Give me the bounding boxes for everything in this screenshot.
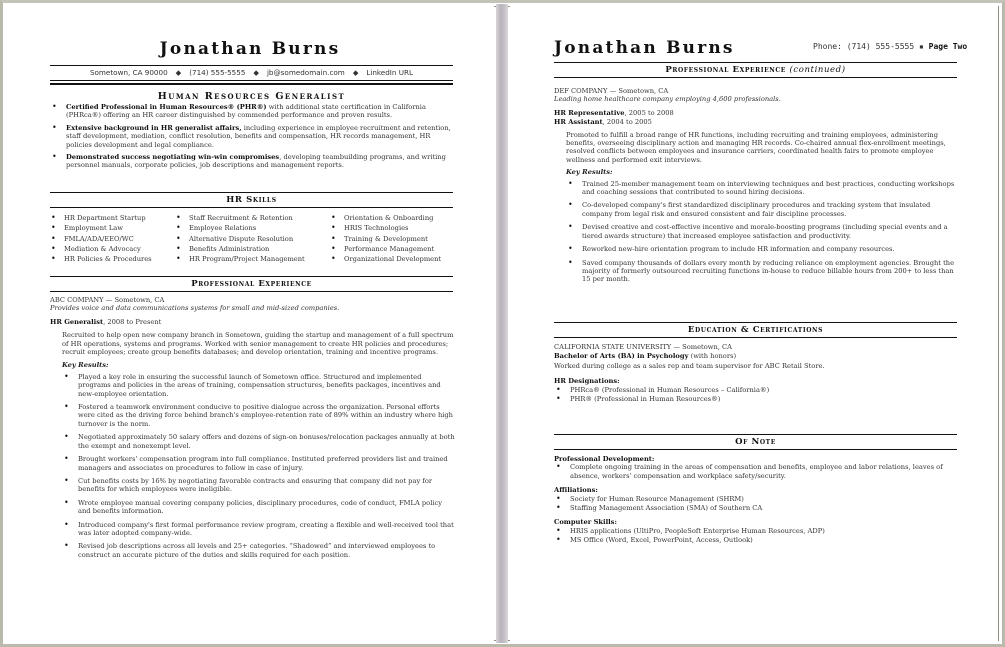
separator-diamond-icon: ◆ bbox=[175, 68, 182, 77]
key-result-item: • Wrote employee manual covering company policies, disciplinary procedures, code of conduct, FMLA policy and benefits information. bbox=[62, 499, 455, 516]
job-dates: , 2008 to Present bbox=[103, 317, 162, 326]
key-result-item: • Reworked new-hire orientation program to include HR information and company resources. bbox=[566, 245, 959, 253]
job-title-line bbox=[50, 318, 455, 326]
header-rule-mid bbox=[50, 80, 453, 81]
affiliation-item: • Staffing Management Association (SMA) of Southern CA bbox=[554, 504, 959, 512]
contact-linkedin[interactable]: LinkedIn URL bbox=[366, 68, 414, 77]
experience-title: Professional Experience bbox=[191, 279, 312, 289]
skill-item: • Orientation & Onboarding bbox=[330, 213, 453, 223]
company-description: Provides voice and data communications systems for small and mid-sized companies. bbox=[50, 304, 340, 313]
key-result-item: • Fostered a teamwork environment conducive to positive dialogue across the organization. Personal efforts were cited as the driving force behind branch's employee-retention rate of 89% within an industry where high turnover is the norm. bbox=[62, 403, 455, 428]
computer-skills-list bbox=[554, 527, 959, 545]
skill-item: • Employee Relations bbox=[175, 223, 330, 233]
experience-rule-bottom bbox=[554, 77, 957, 78]
job-summary: Recruited to help open new company branch in Sometown, guiding the startup and management of a full spectrum of HR operations, systems and programs. Worked with senior management to create HR policies and procedures; recruit employees; create group benefits databases; and develop orientation, training and incentive programs. bbox=[62, 331, 454, 357]
affiliations-label: Affiliations: bbox=[554, 486, 598, 495]
of-note-rule-top bbox=[554, 434, 957, 435]
key-result-item: • Cut benefits costs by 16% by negotiating favorable contracts and ensuring that company did not pay for benefits for which employees were ineligible. bbox=[62, 477, 455, 494]
header-rule-thick bbox=[50, 83, 453, 85]
designations-list bbox=[554, 386, 959, 404]
company-block bbox=[554, 87, 959, 289]
skills-rule-top bbox=[50, 192, 453, 193]
key-result-item: • Saved company thousands of dollars every month by reducing reliance on employment agencies. Brought the majority of formerly outsourced recruiting functions in-house to reduce billable hours from 200+ to less than 15 per month. bbox=[566, 259, 959, 284]
skill-item: • Mediation & Advocacy bbox=[50, 244, 175, 254]
designation-item: • PHRca® (Professional in Human Resources – California®) bbox=[554, 386, 959, 394]
separator-diamond-icon: ◆ bbox=[253, 68, 259, 77]
skill-item: • FMLA/ADA/EEO/WC bbox=[50, 234, 175, 244]
summary-section bbox=[50, 103, 455, 174]
education-block bbox=[554, 343, 959, 404]
computer-skill-item: • MS Office (Word, Excel, PowerPoint, Access, Outlook) bbox=[554, 536, 959, 544]
key-result-item: • Played a key role in ensuring the successful launch of Sometown office. Structured and implemented programs and policies in the areas of training, compensation structures, benefits packages, incentives and new-employee orientation. bbox=[62, 373, 455, 398]
key-results-list bbox=[62, 373, 455, 559]
degree-line: Bachelor of Arts (BA) in Psychology (with honors) bbox=[554, 352, 737, 361]
prof-dev-list bbox=[554, 463, 959, 480]
key-result-item: • Negotiated approximately 50 salary offers and dozens of sign-on bonuses/relocation packages annually at both the exempt and nonexempt level. bbox=[62, 433, 455, 450]
prof-dev-label: Professional Development: bbox=[554, 455, 655, 463]
education-rule-top bbox=[554, 322, 957, 323]
affiliations-list bbox=[554, 495, 959, 513]
education-note: Worked during college as a sales rep and team supervisor for ABC Retail Store. bbox=[554, 361, 825, 370]
key-result-item: • Devised creative and cost-effective incentive and morale-boosting programs (including special events and a tiered awards structure) that increased employee satisfaction and productivity. bbox=[566, 223, 959, 240]
skills-grid bbox=[50, 213, 453, 264]
affiliation-item: • Society for Human Resource Management (SHRM) bbox=[554, 495, 959, 503]
page-header-info bbox=[813, 42, 967, 51]
key-result-item: • Brought workers' compensation program into full compliance. Instituted preferred providers list and trained managers and associates on procedures to follow in case of injury. bbox=[62, 455, 455, 472]
company-name: ABC COMPANY — Sometown, CA bbox=[50, 296, 165, 304]
skill-item: • HRIS Technologies bbox=[330, 223, 453, 233]
headline: Human Resources Generalist bbox=[157, 91, 346, 102]
contact-address: Sometown, CA 90000 bbox=[89, 68, 168, 77]
company-description: Leading home healthcare company employing 4,600 professionals. bbox=[554, 95, 781, 104]
experience-rule-top bbox=[50, 276, 453, 277]
experience-rule-bottom bbox=[50, 291, 453, 292]
skills-column-2 bbox=[175, 213, 330, 264]
candidate-name: Jonathan Burns bbox=[159, 39, 341, 59]
school-name: CALIFORNIA STATE UNIVERSITY — Sometown, CA bbox=[554, 343, 733, 351]
key-results-label: Key Results: bbox=[566, 168, 613, 177]
skills-rule-bottom bbox=[50, 207, 453, 208]
skills-column-3 bbox=[330, 213, 453, 264]
education-title: Education & Certifications bbox=[687, 325, 824, 335]
key-results-label: Key Results: bbox=[62, 361, 109, 370]
of-note-rule-bottom bbox=[554, 449, 957, 450]
skill-item: • Training & Development bbox=[330, 234, 453, 244]
of-note-title: Of Note bbox=[735, 437, 776, 447]
skill-item: • Benefits Administration bbox=[175, 244, 330, 254]
key-result-item: • Trained 25-member management team on interviewing techniques and best practices, conducting workshops and coaching sessions that contributed to sound hiring decisions. bbox=[566, 180, 959, 197]
contact-phone: (714) 555-5555 bbox=[189, 68, 246, 77]
skills-title: HR Skills bbox=[226, 195, 277, 205]
separator-square-icon: ▪ bbox=[918, 42, 924, 51]
page-number: Page Two bbox=[928, 42, 968, 51]
computer-skill-item: • HRIS applications (UltiPro, PeopleSoft Enterprise Human Resources, ADP) bbox=[554, 527, 959, 535]
computer-skills-label: Computer Skills: bbox=[554, 518, 617, 527]
summary-item: • Certified Professional in Human Resources® (PHR®) with additional state certification in California (PHRca®) offering an HR career distinguished by commended performance and proven results. bbox=[50, 103, 455, 120]
prof-dev-item: • Complete ongoing training in the areas of compensation and benefits, employee and labor relations, leaves of absence, workers' compensation and workplace safety/security. bbox=[554, 463, 959, 480]
job-title: HR Generalist bbox=[50, 317, 104, 326]
key-results-list bbox=[566, 180, 959, 284]
separator-diamond-icon: ◆ bbox=[352, 68, 359, 77]
experience-title: Professional Experience (continued) bbox=[665, 65, 846, 75]
skill-item: • Employment Law bbox=[50, 223, 175, 233]
page-divider bbox=[496, 4, 508, 643]
key-result-item: • Revised job descriptions across all levels and 25+ categories. “Shadowed” and interviewed employees to construct an accurate picture of the duties and skills required for each position. bbox=[62, 542, 455, 559]
job-title-line: HR Assistant, 2004 to 2005 bbox=[554, 118, 652, 127]
company-name: DEF COMPANY — Sometown, CA bbox=[554, 87, 669, 95]
resume-page-two bbox=[510, 6, 998, 641]
key-result-item: • Introduced company's first formal performance review program, creating a flexible and well-received tool that was later adopted company-wide. bbox=[62, 521, 455, 538]
of-note-block bbox=[554, 455, 959, 546]
skill-item: • HR Department Startup bbox=[50, 213, 175, 223]
job-title-line: HR Representative, 2005 to 2008 bbox=[554, 108, 674, 117]
contact-line bbox=[50, 68, 453, 77]
summary-item: • Extensive background in HR generalist affairs, including experience in employee recruitment and retention, staff development, mediation, conflict resolution, benefits and compensation, HR records management, HR policies development and legal compliance. bbox=[50, 124, 455, 149]
skill-item: • HR Policies & Procedures bbox=[50, 254, 175, 264]
designation-item: • PHR® (Professional in Human Resources®) bbox=[554, 395, 959, 403]
designations-label: HR Designations: bbox=[554, 377, 620, 386]
skill-item: • HR Program/Project Management bbox=[175, 254, 330, 264]
candidate-name: Jonathan Burns bbox=[554, 38, 735, 58]
company-block bbox=[50, 296, 455, 564]
header-rule-top bbox=[50, 65, 453, 66]
skill-item: • Performance Management bbox=[330, 244, 453, 254]
key-result-item: • Co-developed company's first standardized disciplinary procedures and tracking system that insulated company from legal risk and ensured consistent and fair discipline processes. bbox=[566, 201, 959, 218]
summary-item: • Demonstrated success negotiating win-win compromises, developing teambuilding programs, and writing personnel manuals, corporate policies, job descriptions and management reports. bbox=[50, 153, 455, 170]
contact-email[interactable]: jb@somedomain.com bbox=[266, 68, 345, 77]
skill-item: • Alternative Dispute Resolution bbox=[175, 234, 330, 244]
job-summary: Promoted to fulfill a broad range of HR functions, including recruiting and training employees, administering benefits, overseeing disciplinary action and managing HR records. Co-chaired annual flex-enrollment meetings, resolved conflicts between employees and insurance carriers, coordinated health fairs to promote employee wellness and performed exit interviews. bbox=[566, 130, 946, 164]
skill-item: • Organizational Development bbox=[330, 254, 453, 264]
skill-item: • Staff Recruitment & Retention bbox=[175, 213, 330, 223]
experience-rule-top bbox=[554, 62, 957, 63]
education-rule-bottom bbox=[554, 337, 957, 338]
skills-column-1 bbox=[50, 213, 175, 264]
resume-page-one bbox=[6, 6, 494, 641]
header-phone: Phone: (714) 555-5555 bbox=[813, 42, 915, 51]
